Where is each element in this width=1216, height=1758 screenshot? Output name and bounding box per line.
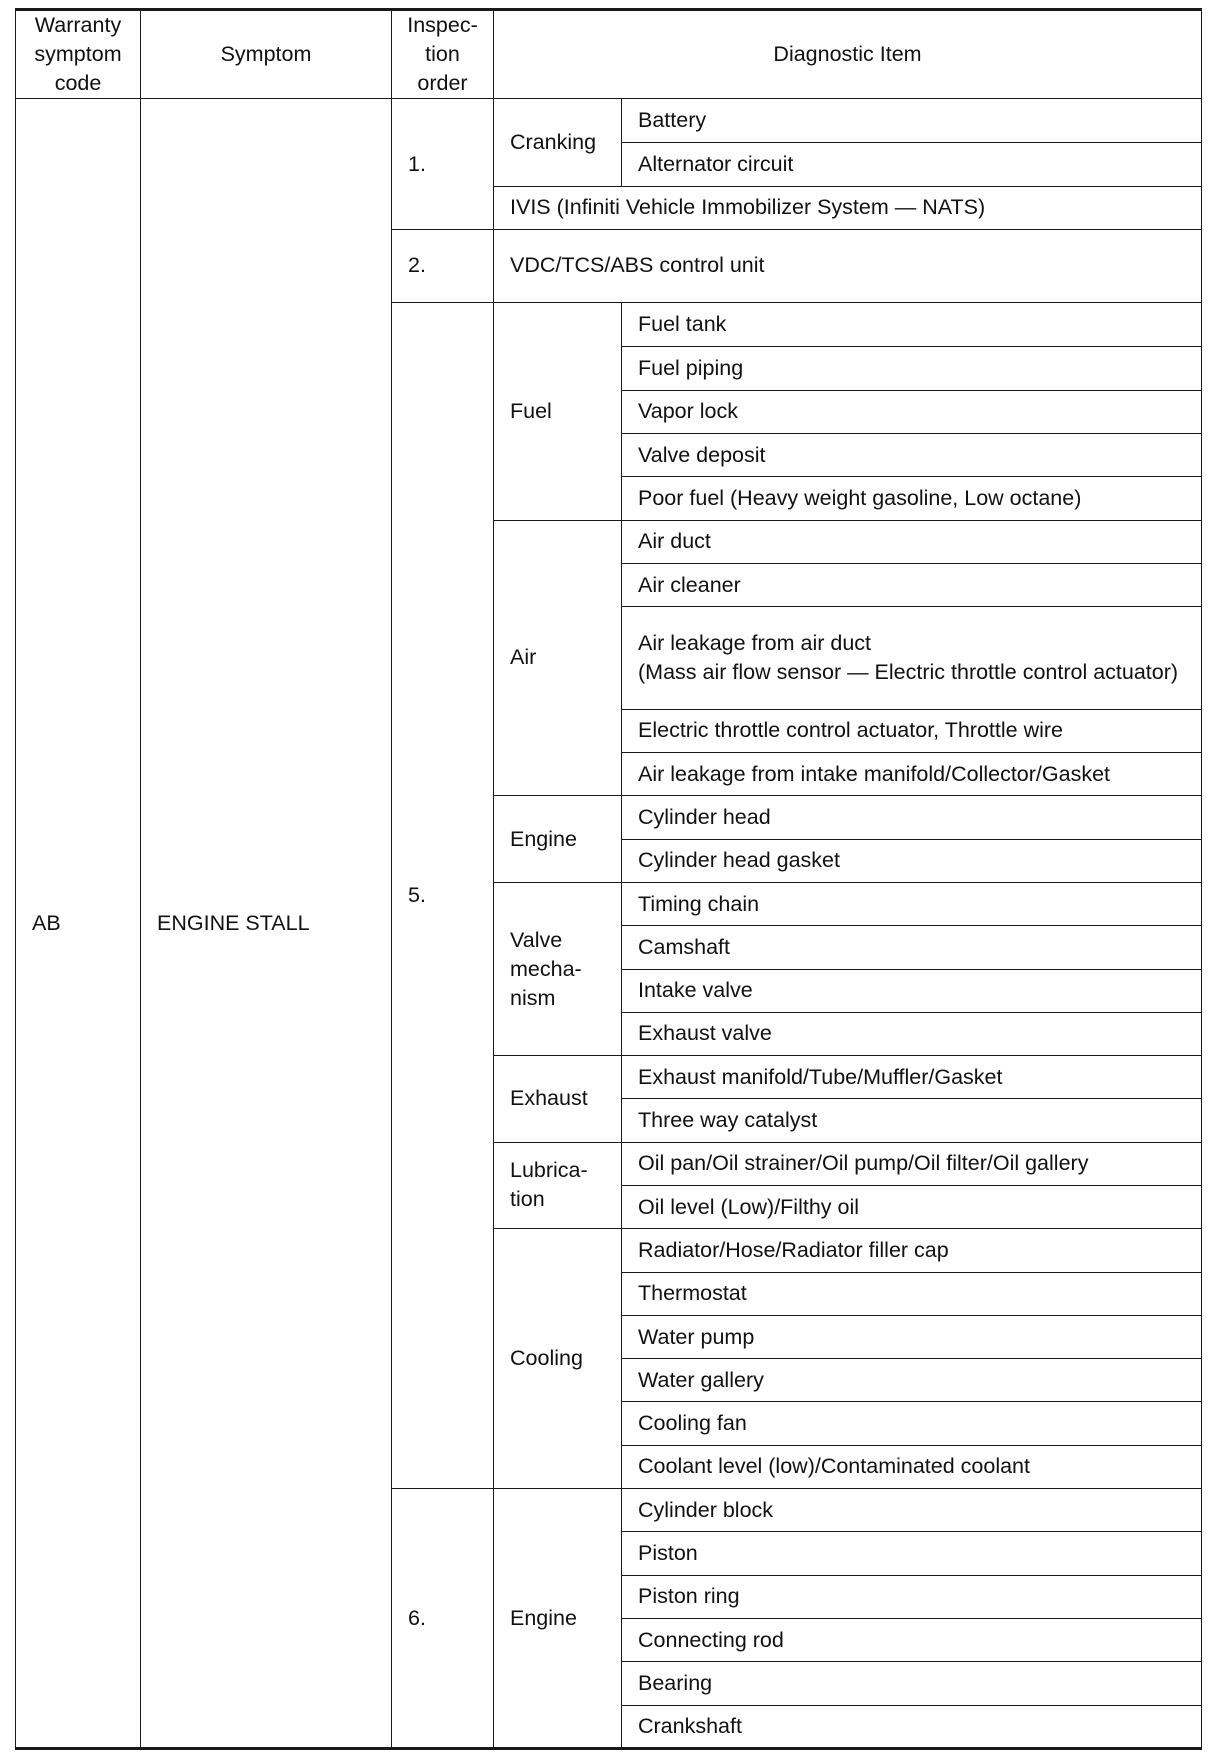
diagnostic-item: Radiator/Hose/Radiator filler cap — [622, 1229, 1202, 1272]
diagnostic-item: Alternator circuit — [622, 143, 1202, 186]
diagnostic-item: Battery — [622, 99, 1202, 143]
category-exhaust: Exhaust — [494, 1056, 622, 1143]
order-2-cell: 2. — [392, 230, 494, 303]
category-cooling: Cooling — [494, 1229, 622, 1489]
diagnostic-item: Cooling fan — [622, 1402, 1202, 1445]
category-lubrication: Lubrica- tion — [494, 1142, 622, 1229]
table-row — [16, 99, 1202, 143]
diagnostic-item-wide: IVIS (Infiniti Vehicle Immobilizer System — NATS) — [494, 186, 1202, 229]
diagnostic-item: Valve deposit — [622, 433, 1202, 476]
diagnostic-item: Exhaust manifold/Tube/Muffler/Gasket — [622, 1056, 1202, 1099]
diagnostic-item: Exhaust valve — [622, 1012, 1202, 1055]
diagnostic-item: Vapor lock — [622, 390, 1202, 433]
diagnostic-item: Coolant level (low)/Contaminated coolant — [622, 1445, 1202, 1488]
warranty-code-cell: AB — [16, 99, 141, 1749]
diagnostic-item: Electric throttle control actuator, Throttle wire — [622, 709, 1202, 752]
diagnostic-item: Water gallery — [622, 1359, 1202, 1402]
order-6-cell: 6. — [392, 1489, 494, 1749]
diagnostic-item: Fuel piping — [622, 347, 1202, 390]
header-symptom: Symptom — [141, 10, 392, 99]
header-warranty-code: Warranty symptom code — [16, 10, 141, 99]
category-engine-2: Engine — [494, 1489, 622, 1749]
category-air: Air — [494, 520, 622, 796]
diagnostic-item: Cylinder head gasket — [622, 839, 1202, 882]
diagnostic-item: Fuel tank — [622, 302, 1202, 346]
header-inspection-order: Inspec- tion order — [392, 10, 494, 99]
diagnostic-item-wide: VDC/TCS/ABS control unit — [494, 230, 1202, 303]
diagnostic-item: Air leakage from intake manifold/Collector/Gasket — [622, 753, 1202, 796]
diagnostic-item: Air cleaner — [622, 563, 1202, 606]
diagnostic-item: Connecting rod — [622, 1618, 1202, 1661]
diagnostic-item: Poor fuel (Heavy weight gasoline, Low octane) — [622, 477, 1202, 520]
diagnostic-item: Oil level (Low)/Filthy oil — [622, 1185, 1202, 1228]
diagnostic-table — [15, 8, 1202, 1750]
diagnostic-item: Timing chain — [622, 882, 1202, 925]
category-fuel: Fuel — [494, 302, 622, 520]
category-valve-mechanism: Valve mecha- nism — [494, 882, 622, 1055]
diagnostic-item: Bearing — [622, 1662, 1202, 1705]
order-1-cell: 1. — [392, 99, 494, 230]
diagnostic-item: Crankshaft — [622, 1705, 1202, 1748]
diagnostic-item: Cylinder block — [622, 1489, 1202, 1532]
category-engine: Engine — [494, 796, 622, 883]
diagnostic-item: Oil pan/Oil strainer/Oil pump/Oil filter/Oil gallery — [622, 1142, 1202, 1185]
diagnostic-item: Three way catalyst — [622, 1099, 1202, 1142]
diagnostic-item: Piston ring — [622, 1575, 1202, 1618]
header-diagnostic-item: Diagnostic Item — [494, 10, 1202, 99]
diagnostic-item: Thermostat — [622, 1272, 1202, 1315]
diagnostic-item: Intake valve — [622, 969, 1202, 1012]
diagnostic-item: Camshaft — [622, 926, 1202, 969]
order-5-cell: 5. — [392, 302, 494, 1488]
diagnostic-item: Air duct — [622, 520, 1202, 563]
diagnostic-item: Piston — [622, 1532, 1202, 1575]
diagnostic-item: Air leakage from air duct (Mass air flow sensor — Electric throttle control actuator) — [622, 607, 1202, 710]
header-row — [16, 10, 1202, 99]
diagnostic-item: Water pump — [622, 1315, 1202, 1358]
diagnostic-item: Cylinder head — [622, 796, 1202, 839]
symptom-cell: ENGINE STALL — [141, 99, 392, 1749]
category-cranking: Cranking — [494, 99, 622, 187]
